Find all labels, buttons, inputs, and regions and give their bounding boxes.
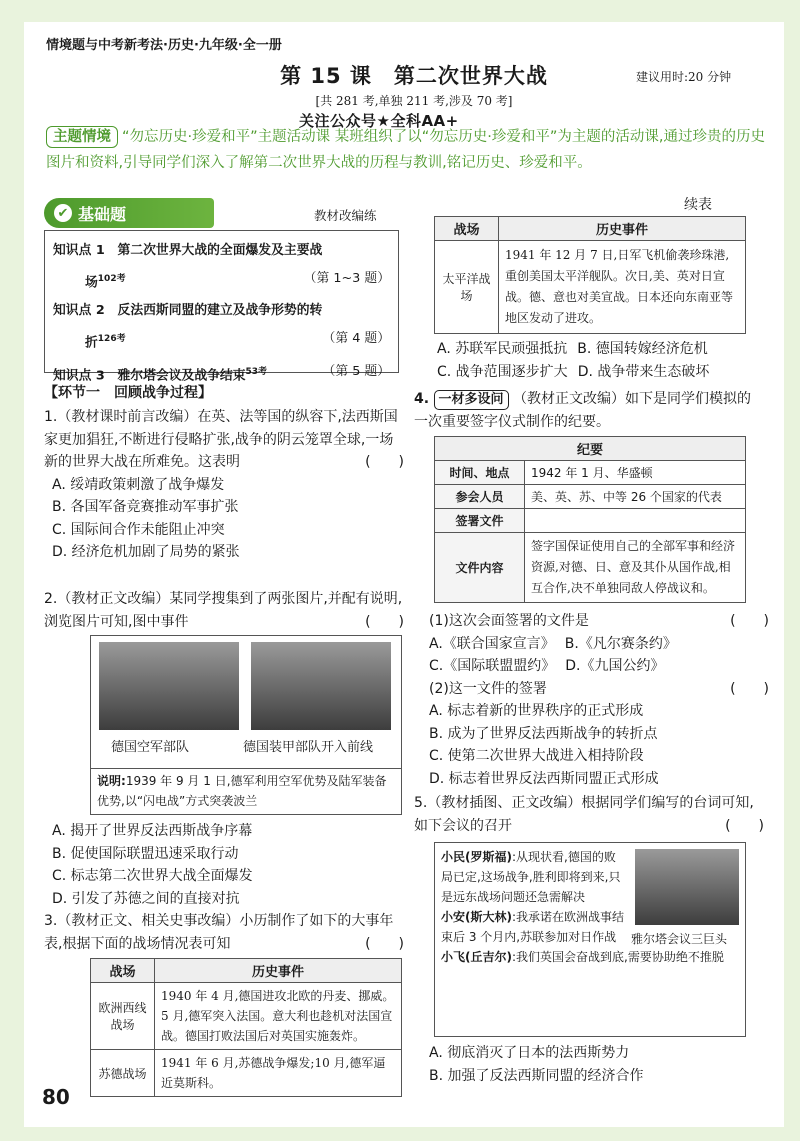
q5-line-1 (441, 847, 627, 907)
kp-2-cont: 折 (85, 335, 98, 351)
q4-key-4: 文件内容 (435, 533, 525, 603)
kp-2-range: （第 4 题） (322, 331, 390, 347)
q3-option-d[interactable]: D. 战争带来生态破坏 (577, 363, 710, 380)
q3-field-1: 欧洲西线战场 (91, 983, 155, 1050)
q4-sub2: (2)这一文件的签署 (429, 680, 547, 697)
book-title: 情境题与中考新考法·历史·九年级·全一册 (46, 38, 282, 53)
q4-sub1-option-c[interactable]: C.《国际联盟盟约》 (429, 658, 556, 674)
q2-note-text: 1939 年 9 月 1 日,德军利用空军优势及陆军装备优势,以“闪电战”方式突袭波兰 (97, 774, 387, 808)
q2-photo-airforce (99, 642, 239, 730)
section-heading: 【环节一 回顾战争过程】 (44, 385, 212, 401)
q5-option-b[interactable]: B. 加强了反法西斯同盟的经济合作 (429, 1067, 644, 1084)
question-3 (44, 910, 404, 955)
q3-th-event: 历史事件 (155, 959, 402, 983)
kp-3-sup: 53考 (245, 366, 268, 377)
question-4 (414, 388, 764, 433)
kp-2-title: 知识点 2 反法西斯同盟的建立及战争形势的转 (53, 303, 323, 319)
table-row (435, 533, 746, 603)
q1-answer-paren[interactable]: ( ) (365, 454, 404, 470)
basics-label: 基础题 (78, 204, 127, 224)
q5-photo-yalta (635, 849, 739, 925)
theme-intro (46, 124, 766, 176)
kp-1-sup: 102考 (97, 274, 126, 284)
q2-stem-text: 2.（教材正文改编）某同学搜集到了两张图片,并配有说明,浏览图片可知,图中事件 (44, 591, 403, 630)
q1-stem-text: 1.（教材课时前言改编）在英、法等国的纵容下,法西斯国家更加猖狂,不断进行侵略扩张,战争的阴云笼罩全球,一场新的世界大战在所难免。这表明 (44, 409, 398, 470)
table-row (91, 983, 402, 1050)
page-number: 80 (42, 1085, 70, 1109)
kp-1-title: 知识点 1 第二次世界大战的全面爆发及主要战 (53, 243, 323, 258)
table-row (435, 461, 746, 485)
q4-sub2-option-c[interactable]: C. 使第二次世界大战进入相持阶段 (429, 748, 644, 764)
q4-stem: （教材正文改编）如下是同学们模拟的一次重要签字仪式制作的纪要。 (414, 391, 751, 430)
q2-caption-1: 德国空军部队 (111, 740, 190, 755)
q3-stem (44, 910, 404, 955)
q3-event-1: 1940 年 4 月,德国进攻北欧的丹麦、挪威。5 月,德军突入法国。意大利也趁机对法国宣战。德国打败法国后对英国实施轰炸。 (155, 983, 402, 1050)
q3-field-3: 太平洋战场 (435, 241, 499, 334)
q4-key-2: 参会人员 (435, 485, 525, 509)
kp-2-sup: 126考 (97, 334, 126, 345)
q4-sub2-option-d[interactable]: D. 标志着世界反法西斯同盟正式形成 (429, 770, 659, 787)
q4-sub1-option-a[interactable]: A.《联合国家宣言》 (429, 635, 555, 652)
table-row (435, 241, 746, 334)
q3-answer-paren[interactable]: ( ) (365, 935, 404, 952)
q4-sub2-option-a[interactable]: A. 标志着新的世界秩序的正式形成 (429, 703, 644, 719)
q4-val-1: 1942 年 1 月、华盛顿 (525, 461, 746, 485)
kp-1-range: （第 1~3 题） (303, 271, 390, 286)
q5-speech-3: :我们英国会奋战到底,需要协助绝不推脱 (511, 950, 724, 964)
q4-table-title: 纪要 (435, 437, 746, 461)
q2-option-d[interactable]: D. 引发了苏德之间的直接对抗 (52, 890, 240, 907)
q2-figure-box (90, 635, 402, 769)
q3-field-2: 苏德战场 (91, 1050, 155, 1097)
basics-source: 教材改编练 (314, 208, 377, 223)
q4-sub1: (1)这次会面签署的文件是 (429, 613, 589, 629)
q3-option-c[interactable]: C. 战争范围逐步扩大 (437, 363, 568, 380)
q1-option-c[interactable]: C. 国际间合作未能阻止冲突 (52, 521, 225, 538)
q3-th-field: 战场 (91, 959, 155, 983)
q3-option-a[interactable]: A. 苏联军民顽强抵抗 (437, 341, 568, 357)
q4-sub1-option-b[interactable]: B.《凡尔赛条约》 (564, 635, 677, 652)
table-row (435, 485, 746, 509)
kp-2-line2 (53, 325, 390, 357)
basics-banner (44, 198, 214, 228)
q4-val-3 (525, 509, 746, 533)
q4-tag: 一材多设问 (434, 390, 509, 410)
q5-speech-2: :我承诺在欧洲战事结束后 3 个月内,苏联参加对日作战 (441, 910, 625, 944)
kp-3-range: （第 5 题） (322, 363, 390, 379)
watermark: 关注公众号★全科AA+ (299, 112, 459, 130)
q1-stem (44, 406, 404, 474)
q3-event-3: 1941 年 12 月 7 日,日军飞机偷袭珍珠港,重创美国太平洋舰队。次日,美、英对日宣战。德、意也对美宣战。日本还向东南亚等地区发动了进攻。 (499, 241, 746, 334)
q2-stem (44, 588, 404, 633)
lesson-title: 第 15 课 第二次世界大战 (280, 64, 548, 88)
q1-option-d[interactable]: D. 经济危机加剧了局势的紧张 (52, 544, 240, 560)
q1-option-b[interactable]: B. 各国军备竞赛推动军事扩张 (52, 499, 239, 515)
q4-key-3: 签署文件 (435, 509, 525, 533)
q5-speaker-3: 小飞(丘吉尔) (441, 950, 512, 964)
kp-1-line2 (53, 265, 390, 297)
q5-speaker-2: 小安(斯大林) (441, 910, 512, 924)
q3-table (90, 958, 402, 1097)
question-1 (44, 406, 404, 564)
q2-photo-tanks (251, 642, 391, 730)
q3-cont-th-event: 历史事件 (499, 217, 746, 241)
q5-speaker-1: 小民(罗斯福) (441, 850, 512, 864)
q3-table-header (91, 959, 402, 983)
q4-sub1-option-d[interactable]: D.《九国公约》 (565, 658, 665, 674)
q5-line-3 (441, 947, 739, 967)
check-icon: ✔ (54, 204, 72, 222)
theme-text: “勿忘历史·珍爱和平”主题活动课 某班组织了以“勿忘历史·珍爱和平”为主题的活动课,通过珍贵的历史图片和资料,引导同学们深入了解第二次世界大战的历程与教训,铭记历史、珍爱和平。 (46, 129, 765, 171)
q2-note (90, 769, 402, 815)
q4-table-title-row (435, 437, 746, 461)
q5-photo-caption: 雅尔塔会议三巨头 (631, 932, 728, 946)
q2-option-c[interactable]: C. 标志第二次世界大战全面爆发 (52, 868, 253, 884)
worksheet-page (24, 22, 784, 1127)
q5-stem: 5.（教材插图、正文改编）根据同学们编写的台词可知,如下会议的召开 (414, 795, 754, 834)
exam-count: [共 281 考,单独 211 考,涉及 70 考] (315, 94, 513, 108)
q3-cont-th-field: 战场 (435, 217, 499, 241)
q5-options (429, 1042, 769, 1087)
q5-dialog-box (434, 842, 746, 1037)
q2-answer-paren[interactable]: ( ) (365, 613, 404, 630)
q4-val-4: 签字国保证使用自己的全部军事和经济资源,对德、日、意及其仆从国作战,相互合作,决不单独同敌人停战议和。 (525, 533, 746, 603)
table-row (91, 1050, 402, 1097)
theme-tag: 主题情境 (46, 126, 118, 148)
q5-answer-paren[interactable]: ( ) (725, 817, 764, 834)
q4-subquestions (429, 610, 769, 790)
kp-3-title: 知识点 3 雅尔塔会议及战争结束 (53, 367, 246, 383)
q2-note-label: 说明: (97, 774, 126, 788)
kp-1-cont: 场 (85, 275, 98, 291)
suggested-time: 建议用时:20 分钟 (636, 70, 732, 84)
q2-option-a[interactable]: A. 揭开了世界反法西斯战争序幕 (52, 823, 253, 839)
q5-line-2 (441, 907, 631, 947)
q3-stem-text: 3.（教材正文、相关史事改编）小历制作了如下的大事年表,根据下面的战场情况表可知 (44, 913, 394, 952)
q1-option-a[interactable]: A. 绥靖政策刺激了战争爆发 (52, 476, 225, 493)
knowledge-points (44, 230, 399, 383)
question-5 (414, 792, 764, 837)
q3-cont-header (435, 217, 746, 241)
table-row (435, 509, 746, 533)
q4-number: 4. (414, 391, 430, 407)
q4-sub1-paren[interactable]: ( ) (730, 613, 769, 629)
continued-label: 续表 (684, 197, 712, 213)
q2-options (44, 820, 404, 910)
q4-sub2-paren[interactable]: ( ) (730, 680, 769, 697)
q4-val-2: 美、英、苏、中等 26 个国家的代表 (525, 485, 746, 509)
q3-table-continued (434, 216, 746, 334)
question-2 (44, 588, 404, 633)
q4-key-1: 时间、地点 (435, 461, 525, 485)
q5-speech-1: :从现状看,德国的败局已定,这场战争,胜利即将到来,只是远东战场问题还急需解决 (441, 850, 621, 904)
q3-option-b[interactable]: B. 德国转嫁经济危机 (577, 341, 708, 357)
q2-option-b[interactable]: B. 促使国际联盟迅速采取行动 (52, 845, 239, 862)
q3-event-2: 1941 年 6 月,苏德战争爆发;10 月,德军逼近莫斯科。 (155, 1050, 402, 1097)
q4-summary-table (434, 436, 746, 603)
q3-options (429, 338, 769, 383)
q2-caption-2: 德国装甲部队开入前线 (243, 740, 374, 755)
q4-sub2-option-b[interactable]: B. 成为了世界反法西斯战争的转折点 (429, 725, 658, 742)
q5-option-a[interactable]: A. 彻底消灭了日本的法西斯势力 (429, 1045, 630, 1061)
